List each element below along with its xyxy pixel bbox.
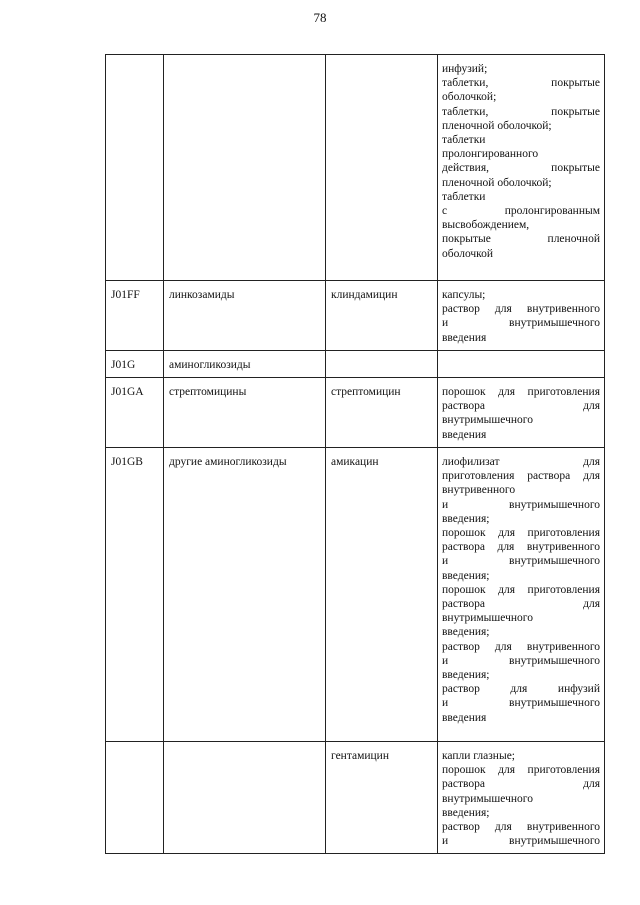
dosage-form-line: введения;: [442, 512, 490, 525]
atc-code-cell: J01GB: [106, 448, 164, 742]
dosage-form-line: оболочкой: [442, 247, 494, 260]
drug-cell: [326, 55, 438, 281]
table-row: [106, 281, 605, 351]
dosage-form-line: действия, покрытые: [442, 162, 600, 175]
table-row: [106, 378, 605, 448]
table-row: [106, 350, 605, 377]
page-number: 78: [313, 10, 327, 25]
dosage-form-line: порошок для приготовления: [442, 527, 600, 540]
dosage-form-line: лиофилизат для: [442, 456, 600, 469]
dosage-form-line: внутримышечного: [442, 612, 533, 625]
atc-code-cell: J01FF: [106, 281, 164, 351]
dosage-form-line: и внутримышечного: [442, 317, 600, 330]
dosage-form-line: введения: [442, 331, 487, 344]
dosage-form-line: введения;: [442, 669, 490, 682]
group-cell: аминогликозиды: [164, 350, 326, 377]
dosage-form-line: раствора для: [442, 598, 600, 611]
dosage-form-line: раствора для внутривенного: [442, 541, 600, 554]
atc-code-cell: [106, 742, 164, 854]
dosage-form-line: приготовления раствора для: [442, 470, 600, 483]
dosage-form-line: раствора для: [442, 778, 600, 791]
dosage-form-line: введения;: [442, 569, 490, 582]
drug-cell: гентамицин: [326, 742, 438, 854]
dosage-form-line: оболочкой;: [442, 91, 497, 104]
dosage-form-line: введения;: [442, 626, 490, 639]
dosage-form-line: высвобождением,: [442, 219, 530, 232]
dosage-forms-cell: [438, 378, 605, 448]
drug-cell: амикацин: [326, 448, 438, 742]
dosage-form-line: порошок для приготовления: [442, 386, 600, 399]
dosage-form-line: пленочной оболочкой;: [442, 176, 552, 189]
dosage-form-line: порошок для приготовления: [442, 583, 600, 596]
dosage-forms-cell: [438, 281, 605, 351]
group-cell: линкозамиды: [164, 281, 326, 351]
dosage-forms-cell: [438, 742, 605, 854]
dosage-form-line: раствор для внутривенного: [442, 640, 600, 653]
dosage-form-line: внутримышечного: [442, 414, 533, 427]
dosage-forms-cell: [438, 55, 605, 281]
group-cell: другие аминогликозиды: [164, 448, 326, 742]
atc-code-cell: J01G: [106, 350, 164, 377]
dosage-form-line: и внутримышечного: [442, 498, 600, 511]
dosage-form-line: введения: [442, 428, 487, 441]
dosage-form-line: раствора для: [442, 400, 600, 413]
dosage-form-line: таблетки: [442, 190, 486, 203]
drug-cell: [326, 350, 438, 377]
table-row: [106, 448, 605, 742]
dosage-form-line: таблетки, покрытые: [442, 105, 600, 118]
dosage-form-line: с пролонгированным: [442, 205, 600, 218]
dosage-form-line: покрытые пленочной: [442, 233, 600, 246]
dosage-form-line: пленочной оболочкой;: [442, 119, 552, 132]
dosage-form-line: таблетки, покрытые: [442, 77, 600, 90]
dosage-form-line: введения: [442, 711, 487, 724]
drug-table: [105, 54, 605, 854]
dosage-forms-cell: [438, 448, 605, 742]
dosage-form-line: внутримышечного: [442, 792, 533, 805]
dosage-form-line: и внутримышечного: [442, 555, 600, 568]
dosage-form-line: и внутримышечного: [442, 835, 600, 848]
dosage-form-line: раствор для инфузий: [442, 683, 600, 696]
dosage-forms-cell: [438, 350, 605, 377]
dosage-form-line: капли глазные;: [442, 750, 515, 763]
dosage-form-line: раствор для внутривенного: [442, 303, 600, 316]
dosage-form-line: и внутримышечного: [442, 697, 600, 710]
group-cell: [164, 55, 326, 281]
group-cell: стрептомицины: [164, 378, 326, 448]
dosage-form-line: пролонгированного: [442, 148, 539, 161]
group-cell: [164, 742, 326, 854]
dosage-form-line: капсулы;: [442, 289, 486, 301]
dosage-form-line: введения;: [442, 806, 490, 819]
table-row: [106, 742, 605, 854]
dosage-form-line: таблетки: [442, 134, 486, 147]
dosage-form-line: инфузий;: [442, 63, 488, 75]
drug-cell: клиндамицин: [326, 281, 438, 351]
dosage-form-line: порошок для приготовления: [442, 764, 600, 777]
dosage-form-line: и внутримышечного: [442, 654, 600, 667]
dosage-form-line: раствор для внутривенного: [442, 821, 600, 834]
atc-code-cell: [106, 55, 164, 281]
drug-cell: стрептомицин: [326, 378, 438, 448]
table-row: [106, 55, 605, 281]
dosage-form-line: внутривенного: [442, 484, 516, 497]
atc-code-cell: J01GA: [106, 378, 164, 448]
